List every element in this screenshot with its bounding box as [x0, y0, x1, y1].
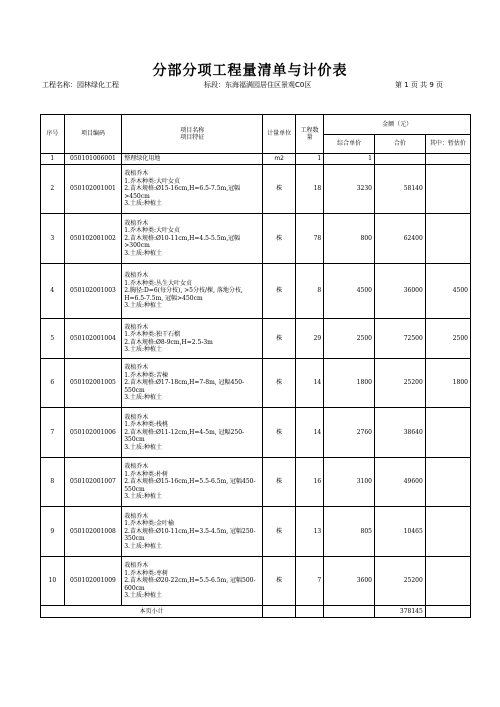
row-feature — [122, 408, 263, 458]
row-feature-line: 1.乔木种类:大叶女贞 — [124, 227, 180, 235]
row-feature — [122, 507, 263, 557]
row-feature-line: 栽植乔木 — [124, 323, 149, 331]
row-seq: 1 — [41, 154, 65, 165]
page-title: 分部分项工程量清单与计价表 — [152, 63, 348, 79]
row-feature-line: 1.乔木种类:朴树 — [124, 470, 168, 478]
page-info: 第 1 页 共 9 页 — [395, 81, 444, 89]
header-seq: 序号 — [41, 115, 65, 154]
pricing-table — [40, 114, 471, 618]
row-code: 050102001001 — [64, 165, 122, 214]
row-unit: 株 — [263, 458, 296, 507]
row-seq: 4 — [41, 264, 65, 319]
row-feature-line: 1.乔木种类:独干石榴 — [124, 331, 180, 338]
subtotal-value: 378145 — [375, 606, 426, 618]
table-row — [41, 264, 471, 319]
row-code: 050102001003 — [64, 264, 122, 319]
header-qty: 工程数量 — [296, 115, 324, 154]
row-feature-line: 栽植乔木 — [124, 413, 149, 421]
row-qty: 1 — [296, 154, 324, 165]
table-row — [41, 458, 471, 507]
row-feature-line: 2.苗木规格:Ø15-16cm,H=5.5-6.5m, 冠幅450-550cm — [124, 478, 256, 493]
row-provisional — [425, 165, 470, 214]
row-feature-line: 1.乔木种类:栈桃 — [124, 421, 168, 429]
row-provisional: 1800 — [425, 359, 470, 408]
table-row — [41, 557, 471, 606]
row-total: 38640 — [375, 408, 426, 458]
table-row — [41, 408, 471, 458]
row-feature — [122, 264, 263, 319]
row-feature-line: 3.土质:种植土 — [124, 542, 162, 550]
table-row — [41, 359, 471, 408]
row-code: 050102001008 — [64, 507, 122, 557]
row-code: 050102001002 — [64, 214, 122, 264]
table-row — [41, 319, 471, 359]
row-unit-price: 1 — [324, 154, 375, 165]
row-total: 25200 — [375, 359, 426, 408]
row-unit: 株 — [263, 557, 296, 606]
row-seq: 8 — [41, 458, 65, 507]
row-feature-line: 1.乔木种类:金叶榆 — [124, 520, 174, 528]
row-unit-price: 805 — [324, 507, 375, 557]
row-feature-line: 1.乔木种类:大叶女贞 — [124, 177, 180, 185]
row-total — [375, 154, 426, 165]
subtotal-empty-qty — [296, 606, 324, 618]
row-unit: 株 — [263, 319, 296, 359]
row-feature — [122, 359, 263, 408]
row-unit: 株 — [263, 214, 296, 264]
row-feature-line: 2.苗木规格:Ø15-16cm,H=6.5-7.5m,冠幅>450cm — [124, 185, 241, 200]
header-name-feature-text: 项目名称 项目特征 — [180, 126, 205, 141]
row-feature-line: 栽植乔木 — [124, 170, 149, 178]
project-name: 工程名称：园林绿化工程 — [42, 81, 119, 89]
row-total: 62400 — [375, 214, 426, 264]
row-provisional — [425, 458, 470, 507]
row-feature-line: 栽植乔木 — [124, 272, 149, 280]
row-feature — [122, 458, 263, 507]
row-qty: 7 — [296, 557, 324, 606]
row-qty: 14 — [296, 359, 324, 408]
row-total: 36000 — [375, 264, 426, 319]
row-feature-line: 栽植乔木 — [124, 562, 149, 570]
table-row — [41, 165, 471, 214]
table-row — [41, 214, 471, 264]
subtotal-row — [41, 606, 471, 618]
row-total: 58140 — [375, 165, 426, 214]
row-unit: 株 — [263, 359, 296, 408]
row-total: 72500 — [375, 319, 426, 359]
row-unit-price: 1800 — [324, 359, 375, 408]
row-seq: 7 — [41, 408, 65, 458]
row-total: 10465 — [375, 507, 426, 557]
row-feature-line: 3.土质:种植土 — [124, 200, 162, 208]
row-feature-line: 2.苗木规格:Ø20-22cm,H=5.5-6.5m, 冠幅500-600cm — [124, 577, 256, 592]
row-provisional: 4500 — [425, 264, 470, 319]
row-total: 49600 — [375, 458, 426, 507]
row-qty: 8 — [296, 264, 324, 319]
row-feature — [122, 319, 263, 359]
table-body — [41, 154, 471, 606]
row-seq: 10 — [41, 557, 65, 606]
row-feature-line: 栽植乔木 — [124, 463, 149, 471]
row-code: 050102001007 — [64, 458, 122, 507]
row-unit-price: 3100 — [324, 458, 375, 507]
subtotal-empty-price — [324, 606, 375, 618]
row-provisional — [425, 214, 470, 264]
row-feature-line: 3.土质:种植土 — [124, 249, 162, 257]
subtotal-empty-prov — [425, 606, 470, 618]
row-feature-line: 2.苗木规格:Ø11-12cm,H=4-5m, 冠幅250-350cm — [124, 428, 245, 444]
section-name: 标段：东海福满园居住区景观C0区 — [204, 81, 312, 89]
row-feature-line: 整理绿化用地 — [124, 155, 161, 163]
header-unit: 计量单位 — [263, 115, 296, 154]
row-feature-line: 3.土质:种植土 — [124, 592, 162, 600]
row-feature — [122, 154, 263, 165]
header-code: 项目编码 — [64, 115, 122, 154]
row-unit-price: 2760 — [324, 408, 375, 458]
subtotal-empty-unit — [263, 606, 296, 618]
row-provisional — [425, 154, 470, 165]
row-unit-price: 3600 — [324, 557, 375, 606]
row-feature-line: 1.乔木种类:丛生大叶女贞 — [124, 279, 192, 287]
row-provisional — [425, 507, 470, 557]
row-feature-line: 3.土质:种植土 — [124, 302, 162, 310]
row-code: 050102001004 — [64, 319, 122, 359]
row-feature-line: 栽植乔木 — [124, 364, 149, 372]
row-unit: 株 — [263, 507, 296, 557]
row-unit-price: 2500 — [324, 319, 375, 359]
row-unit-price: 3230 — [324, 165, 375, 214]
row-code: 050101006001 — [64, 154, 122, 165]
row-qty: 18 — [296, 165, 324, 214]
table-row — [41, 154, 471, 165]
row-code: 050102001006 — [64, 408, 122, 458]
header-amount: 金额（元） — [324, 115, 471, 135]
row-unit-price: 4500 — [324, 264, 375, 319]
row-qty: 16 — [296, 458, 324, 507]
row-feature-line: 3.土质:种植土 — [124, 493, 162, 501]
row-feature-line: 1.乔木种类:枣树 — [124, 569, 168, 577]
row-unit: 株 — [263, 165, 296, 214]
row-feature-line: 2.苗木规格:Ø17-18cm,H=7-8m, 冠幅450-550cm — [124, 379, 245, 394]
row-feature-line: 2.胸径:D=6(每分枝), >5分枝/棵, 落地分枝, H=6.5-7.5m, 冠幅>450cm — [124, 287, 243, 302]
row-code: 050102001009 — [64, 557, 122, 606]
row-seq: 5 — [41, 319, 65, 359]
row-feature-line: 3.土质:种植土 — [124, 443, 162, 451]
row-feature-line: 3.土质:种植土 — [124, 346, 162, 353]
row-feature — [122, 165, 263, 214]
row-provisional: 2500 — [425, 319, 470, 359]
row-feature-line: 2.苗木规格:Ø8-9cm,H=2.5-3m — [124, 338, 213, 346]
row-seq: 6 — [41, 359, 65, 408]
row-unit-price: 800 — [324, 214, 375, 264]
row-unit: 株 — [263, 264, 296, 319]
header-total: 合价 — [375, 135, 426, 154]
row-feature-line: 1.乔木种类:苦楝 — [124, 371, 168, 379]
row-feature-line: 栽植乔木 — [124, 512, 149, 520]
row-provisional — [425, 557, 470, 606]
row-total: 25200 — [375, 557, 426, 606]
row-feature-line: 2.苗木规格:Ø10-11cm,H=3.5-4.5m, 冠幅250-350cm — [124, 527, 256, 543]
row-feature — [122, 557, 263, 606]
row-unit: 株 — [263, 408, 296, 458]
row-qty: 29 — [296, 319, 324, 359]
row-feature-line: 栽植乔木 — [124, 219, 149, 227]
row-seq: 9 — [41, 507, 65, 557]
header-unit-price: 综合单价 — [324, 135, 375, 154]
header-name-feature — [122, 115, 263, 154]
row-qty: 14 — [296, 408, 324, 458]
row-seq: 2 — [41, 165, 65, 214]
row-unit: m2 — [263, 154, 296, 165]
row-feature-line: 3.土质:种植土 — [124, 394, 162, 402]
row-qty: 13 — [296, 507, 324, 557]
header-provisional: 其中：暂估价 — [425, 135, 470, 154]
row-feature-line: 2.苗木规格:Ø10-11cm,H=4.5-5.5m,冠幅>300cm — [124, 234, 241, 250]
row-seq: 3 — [41, 214, 65, 264]
row-qty: 78 — [296, 214, 324, 264]
table-row — [41, 507, 471, 557]
row-code: 050102001005 — [64, 359, 122, 408]
subtotal-label: 本页小计 — [41, 606, 263, 618]
row-feature — [122, 214, 263, 264]
row-provisional — [425, 408, 470, 458]
